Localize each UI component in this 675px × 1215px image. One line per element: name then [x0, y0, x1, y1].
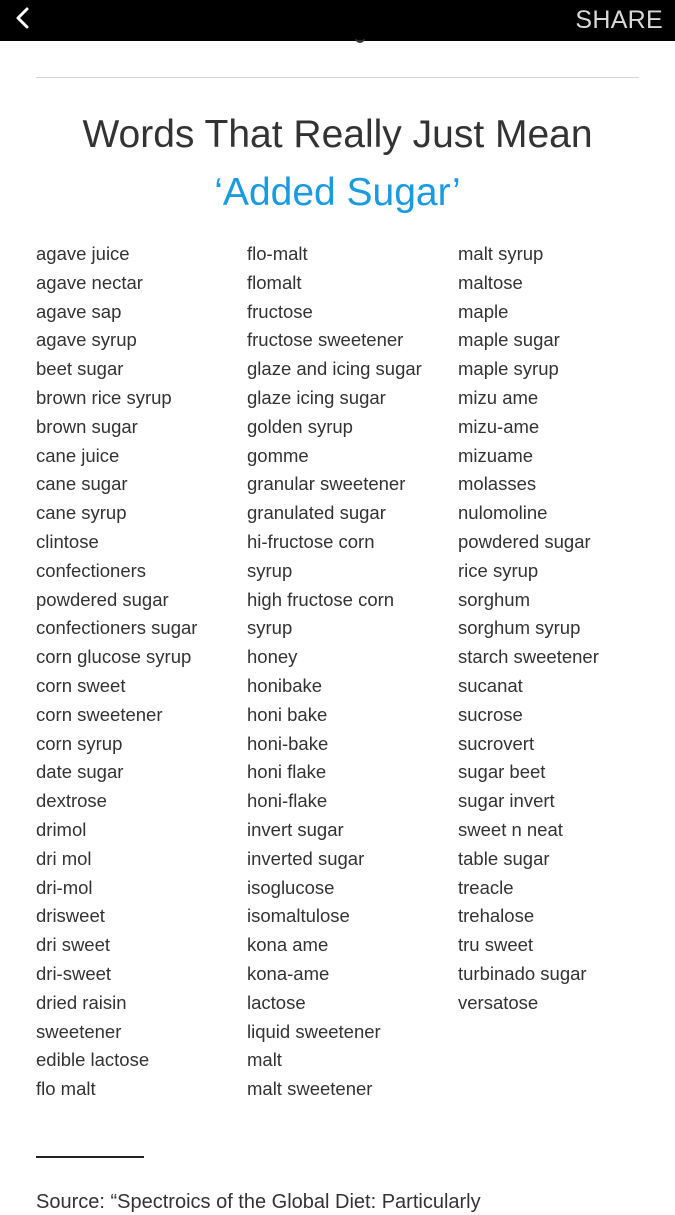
list-item: date sugar: [36, 761, 124, 783]
list-item: fructose: [247, 300, 313, 322]
list-item: nulomoline: [458, 502, 548, 524]
list-item: inverted sugar: [247, 847, 365, 869]
list-item: sorghum: [458, 588, 530, 610]
list-item: molasses: [458, 473, 537, 495]
list-item: flomalt: [247, 271, 302, 293]
list-item: glaze icing sugar: [247, 386, 386, 408]
list-item: trehalose: [458, 905, 535, 927]
list-item: starch sweetener: [458, 646, 599, 668]
list-item: agave syrup: [36, 329, 137, 351]
list-item: isoglucose: [247, 876, 335, 898]
list-item: dri sweet: [36, 934, 111, 956]
list-item: corn glucose syrup: [36, 646, 192, 668]
list-item: mizu-ame: [458, 415, 540, 437]
list-item: granulated sugar: [247, 502, 386, 524]
list-item: dextrose: [36, 790, 107, 812]
list-item: syrup: [247, 559, 293, 581]
list-item: malt: [247, 1049, 282, 1071]
list-item: sweet n neat: [458, 818, 563, 840]
list-item: brown rice syrup: [36, 386, 172, 408]
list-item: corn sweetener: [36, 703, 163, 725]
list-item: syrup: [247, 617, 293, 639]
list-item: honi bake: [247, 703, 328, 725]
top-divider: [36, 77, 639, 78]
list-item: maltose: [458, 271, 523, 293]
list-item: kona-ame: [247, 962, 330, 984]
list-item: rice syrup: [458, 559, 539, 581]
list-item: maple: [458, 300, 509, 322]
list-item: cane juice: [36, 444, 120, 466]
list-item: drisweet: [36, 905, 105, 927]
list-item: dri-mol: [36, 876, 93, 898]
source-citation: Source: “Spectroics of the Global Diet: Particularly: [36, 1191, 481, 1213]
list-item: sucrovert: [458, 732, 535, 754]
share-button[interactable]: SHARE: [575, 6, 663, 34]
list-item: golden syrup: [247, 415, 353, 437]
list-item: maple syrup: [458, 358, 559, 380]
list-item: dried raisin: [36, 991, 127, 1013]
word-list-column-1: [36, 240, 197, 1104]
list-item: honi flake: [247, 761, 327, 783]
list-item: honibake: [247, 674, 323, 696]
list-item: turbinado sugar: [458, 962, 587, 984]
list-item: versatose: [458, 991, 539, 1013]
list-item: flo-malt: [247, 243, 308, 264]
list-item: sucrose: [458, 703, 523, 725]
list-item: mizu ame: [458, 386, 539, 408]
list-item: clintose: [36, 530, 99, 552]
list-item: high fructose corn: [247, 588, 395, 610]
list-item: malt syrup: [458, 243, 544, 264]
list-item: sweetener: [36, 1020, 122, 1042]
list-item: fructose sweetener: [247, 329, 404, 351]
list-item: confectioners: [36, 559, 147, 581]
list-item: malt sweetener: [247, 1078, 373, 1100]
list-item: beet sugar: [36, 358, 124, 380]
list-item: honi-bake: [247, 732, 329, 754]
clipped-heading-fragment: [355, 34, 365, 43]
list-item: powdered sugar: [458, 530, 591, 552]
list-item: sorghum syrup: [458, 617, 581, 639]
back-button[interactable]: [0, 0, 44, 41]
list-item: powdered sugar: [36, 588, 169, 610]
list-item: honey: [247, 646, 298, 668]
list-item: liquid sweetener: [247, 1020, 381, 1042]
top-bar: [0, 0, 675, 41]
list-item: lactose: [247, 991, 306, 1013]
list-item: granular sweetener: [247, 473, 406, 495]
page-title-highlight: ‘Added Sugar’: [214, 171, 461, 214]
list-item: cane syrup: [36, 502, 127, 524]
list-item: confectioners sugar: [36, 617, 198, 639]
list-item: maple sugar: [458, 329, 560, 351]
list-item: dri mol: [36, 847, 92, 869]
list-item: tru sweet: [458, 934, 534, 956]
list-item: dri-sweet: [36, 962, 112, 984]
word-list-column-3: [458, 240, 599, 1018]
page-title: Words That Really Just Mean: [82, 113, 593, 156]
chevron-left-icon: [14, 6, 30, 35]
list-item: table sugar: [458, 847, 550, 869]
list-item: edible lactose: [36, 1049, 150, 1071]
list-item: glaze and icing sugar: [247, 358, 422, 380]
list-item: kona ame: [247, 934, 329, 956]
list-item: corn sweet: [36, 674, 126, 696]
footnote-divider: [36, 1156, 144, 1158]
list-item: corn syrup: [36, 732, 123, 754]
list-item: sucanat: [458, 674, 523, 696]
word-list-column-2: [247, 240, 422, 1104]
list-item: honi-flake: [247, 790, 328, 812]
list-item: agave nectar: [36, 271, 143, 293]
list-item: invert sugar: [247, 818, 344, 840]
list-item: brown sugar: [36, 415, 138, 437]
list-item: sugar invert: [458, 790, 555, 812]
list-item: mizuame: [458, 444, 534, 466]
list-item: hi-fructose corn: [247, 530, 375, 552]
list-item: agave juice: [36, 243, 130, 264]
list-item: sugar beet: [458, 761, 546, 783]
list-item: gomme: [247, 444, 309, 466]
list-item: isomaltulose: [247, 905, 350, 927]
list-item: drimol: [36, 818, 87, 840]
list-item: cane sugar: [36, 473, 128, 495]
list-item: flo malt: [36, 1078, 96, 1100]
list-item: treacle: [458, 876, 514, 898]
list-item: agave sap: [36, 300, 122, 322]
